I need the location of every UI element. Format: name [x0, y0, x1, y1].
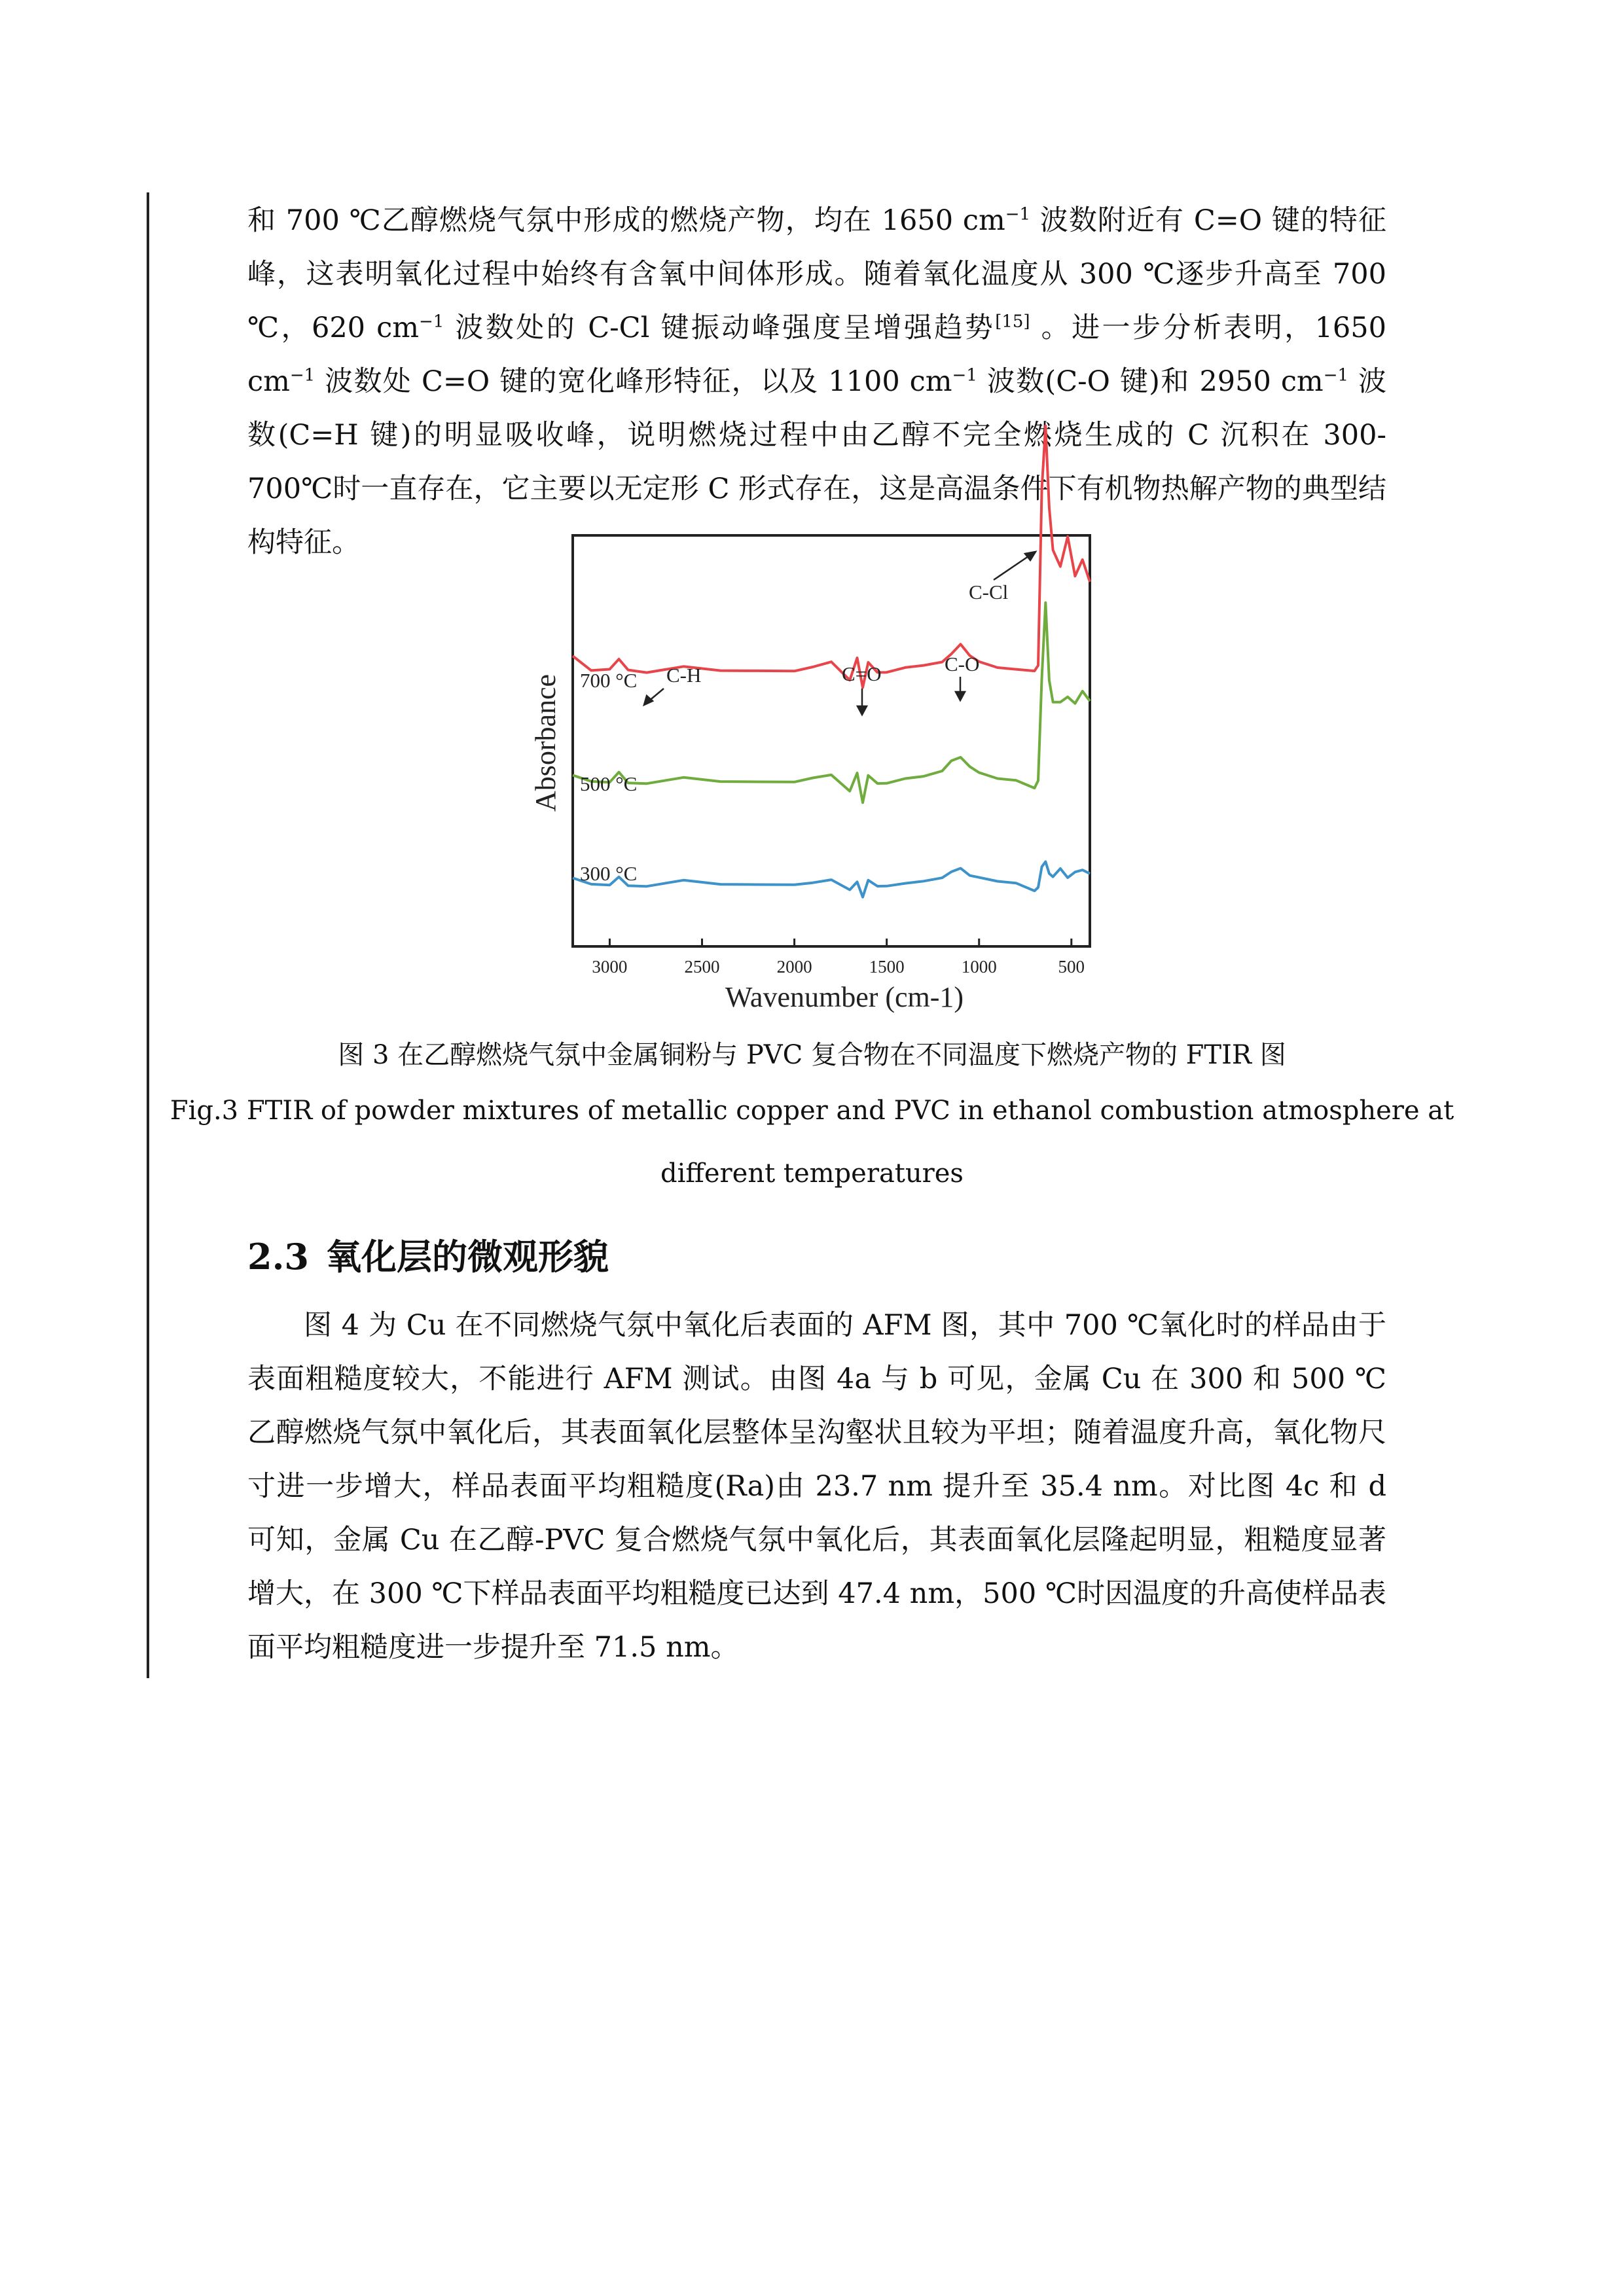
- section-title: 氧化层的微观形貌: [325, 1236, 609, 1278]
- series-label-700: 700 °C: [580, 669, 638, 692]
- x-tick-label: 3000: [592, 957, 628, 977]
- series-line-700: [573, 426, 1090, 688]
- figure-caption-en: Fig.3 FTIR of powder mixtures of metallic copper and PVC in ethanol combustion atmosphere at: [170, 1096, 1454, 1126]
- body-paragraph-1: 和 700 ℃乙醇燃烧气氛中形成的燃烧产物，均在 1650 $cm^{-1}$ 波数附近有 C=O 键的特征峰，这表明氧化过程中始终有含氧中间体形成。随着氧化温度从 300 ℃逐步升高至 700 ℃，620 $cm^{-1}$ 波数处的 C-Cl 键振动峰强度呈增强趋势[15] 。进一步分析表明，1650 $cm^{-1}$ 波数处 C=O 键的宽化峰形特征，以及 1100 $cm^{-1}$ 波数(C-O 键)和 2950 $cm^{-1}$ 波数(C=H 键)的明显吸收峰，说明燃烧过程中由乙醇不完全燃烧生成的 C 沉积在 300-700℃时一直存在，它主要以无定形 C 形式存在，这是高温条件下有机物热解产物的典型结构特征。: [247, 204, 1386, 559]
- x-tick-label: 2500: [684, 957, 720, 977]
- annotation-c-o: C-O: [945, 653, 980, 675]
- annotation-c-eq-o: C=O: [842, 662, 882, 685]
- annotation-c-cl: C-Cl: [969, 581, 1009, 603]
- annotation-c-h: C-H: [666, 664, 702, 687]
- figure-caption-en-cont: different temperatures: [660, 1158, 964, 1189]
- series-label-300: 300 °C: [580, 862, 638, 885]
- series-line-300: [573, 862, 1090, 897]
- citation-ref: [15]: [995, 312, 1030, 332]
- x-tick-label: 500: [1058, 957, 1085, 977]
- x-tick-label: 1500: [869, 957, 905, 977]
- section-number: 2.3: [247, 1236, 309, 1278]
- section-heading: [247, 1229, 609, 1280]
- x-axis-title: Wavenumber (cm-1): [725, 981, 964, 1013]
- x-tick-label: 1000: [961, 957, 997, 977]
- series-label-500: 500 °C: [580, 772, 638, 795]
- annotation-arrows: [644, 552, 1036, 715]
- figure-caption-cn: 图 3 在乙醇燃烧气氛中金属铜粉与 PVC 复合物在不同温度下燃烧产物的 FTIR 图: [338, 1040, 1286, 1070]
- x-tick-label: 2000: [776, 957, 812, 977]
- body-paragraph-2: 图 4 为 Cu 在不同燃烧气氛中氧化后表面的 AFM 图，其中 700 ℃氧化时的样品由于表面粗糙度较大，不能进行 AFM 测试。由图 4a 与 b 可见，金属 Cu 在 300 和 500 ℃乙醇燃烧气氛中氧化后，其表面氧化层整体呈沟壑状且较为平坦；随着温度升高，氧化物尺寸进一步增大，样品表面平均粗糙度(Ra)由 23.7 nm 提升至 35.4 nm。对比图 4c 和 d 可知，金属 Cu 在乙醇-PVC 复合燃烧气氛中氧化后，其表面氧化层隆起明显，粗糙度显著增大，在 300 ℃下样品表面平均粗糙度已达到 47.4 nm，500 ℃时因温度的升高使样品表面平均粗糙度进一步提升至 71.5 nm。: [247, 1309, 1386, 1664]
- y-axis-title: Absorbance: [530, 673, 562, 812]
